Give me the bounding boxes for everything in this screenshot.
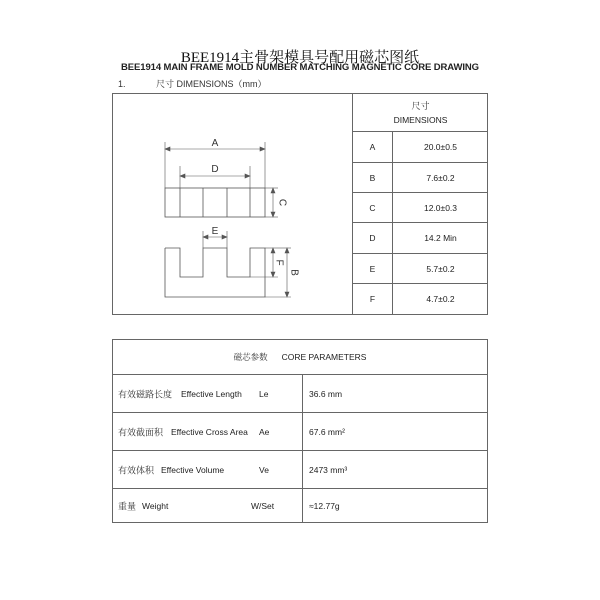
param-value: 2473 mm³	[309, 464, 348, 475]
param-value: 36.6 mm	[309, 388, 343, 399]
dimension-value: 12.0±0.3	[423, 202, 458, 213]
dimension-value: 4.7±0.2	[426, 294, 455, 304]
param-symbol: W/Set	[251, 500, 275, 511]
dimensions-table-header	[353, 94, 488, 132]
dimension-row-C	[353, 193, 488, 223]
param-label-cn: 有效体积	[118, 465, 155, 475]
dimension-value: 5.7±0.2	[426, 263, 455, 274]
dimension-row-F	[353, 284, 488, 314]
document-title-cn: BEE1914主骨架模具号配用磁芯图纸	[180, 50, 420, 66]
dimensions-header-cn: 尺寸	[411, 102, 430, 112]
dimensions-panel	[112, 93, 488, 315]
dimension-key: F	[353, 284, 393, 314]
dim-B	[265, 248, 291, 297]
side-view	[165, 248, 265, 297]
core-row-effective-cross-area	[113, 413, 487, 451]
section-label: 尺寸 DIMENSIONS（mm）	[156, 79, 267, 89]
core-row-label	[113, 413, 303, 450]
param-label-cn: 有效截面积	[118, 427, 164, 437]
param-symbol: Le	[259, 388, 269, 399]
top-view	[165, 188, 265, 217]
core-row-label	[113, 489, 303, 522]
param-value: 67.6 mm²	[309, 426, 345, 437]
param-label-en: Effective Cross Area	[171, 426, 248, 437]
section-number: 1.	[118, 79, 126, 89]
param-label-en: Effective Volume	[161, 464, 225, 475]
core-parameters-header-cn: 磁芯参数	[233, 353, 268, 363]
param-label-cn: 有效磁路长度	[118, 389, 173, 399]
core-row-effective-volume	[113, 451, 487, 489]
dimension-key: D	[353, 223, 393, 253]
core-row-label	[113, 375, 303, 412]
label-E: E	[211, 226, 219, 237]
dimension-key: C	[353, 193, 393, 222]
core-parameters-header-en: CORE PARAMETERS	[281, 352, 367, 362]
label-B: B	[288, 269, 300, 276]
param-value: ≈12.77g	[309, 500, 340, 511]
param-label-en: Effective Length	[181, 388, 242, 399]
label-F: F	[273, 259, 285, 266]
param-label-en: Weight	[142, 500, 169, 511]
core-row-effective-length	[113, 375, 487, 413]
param-symbol: Ae	[259, 426, 270, 437]
core-drawing-svg	[113, 94, 353, 314]
dimension-key: E	[353, 254, 393, 283]
param-symbol: Ve	[259, 464, 269, 475]
dimension-value: 14.2 Min	[424, 233, 457, 243]
dimension-key: B	[353, 163, 393, 192]
document-title-en: BEE1914 MAIN FRAME MOLD NUMBER MATCHING MAGNETIC CORE DRAWING	[121, 62, 479, 73]
section-heading	[118, 77, 267, 90]
dim-C	[265, 188, 278, 217]
core-drawing	[113, 94, 353, 314]
dimension-value: 20.0±0.5	[423, 142, 458, 152]
core-row-label	[113, 451, 303, 488]
dimension-key: A	[353, 132, 393, 162]
dimension-row-D	[353, 223, 488, 254]
dimensions-table	[352, 94, 488, 314]
dimension-row-E	[353, 254, 488, 284]
label-C: C	[276, 198, 288, 207]
core-row-weight	[113, 489, 487, 522]
label-A: A	[211, 138, 219, 149]
core-parameters-header	[113, 340, 487, 375]
dimension-value: 7.6±0.2	[426, 172, 455, 183]
core-parameters-panel	[112, 339, 488, 523]
dimension-row-B	[353, 163, 488, 193]
dimension-row-A	[353, 132, 488, 163]
label-D: D	[211, 164, 219, 175]
dimensions-header-en: DIMENSIONS	[393, 115, 448, 125]
param-label-cn: 重量	[118, 501, 137, 511]
